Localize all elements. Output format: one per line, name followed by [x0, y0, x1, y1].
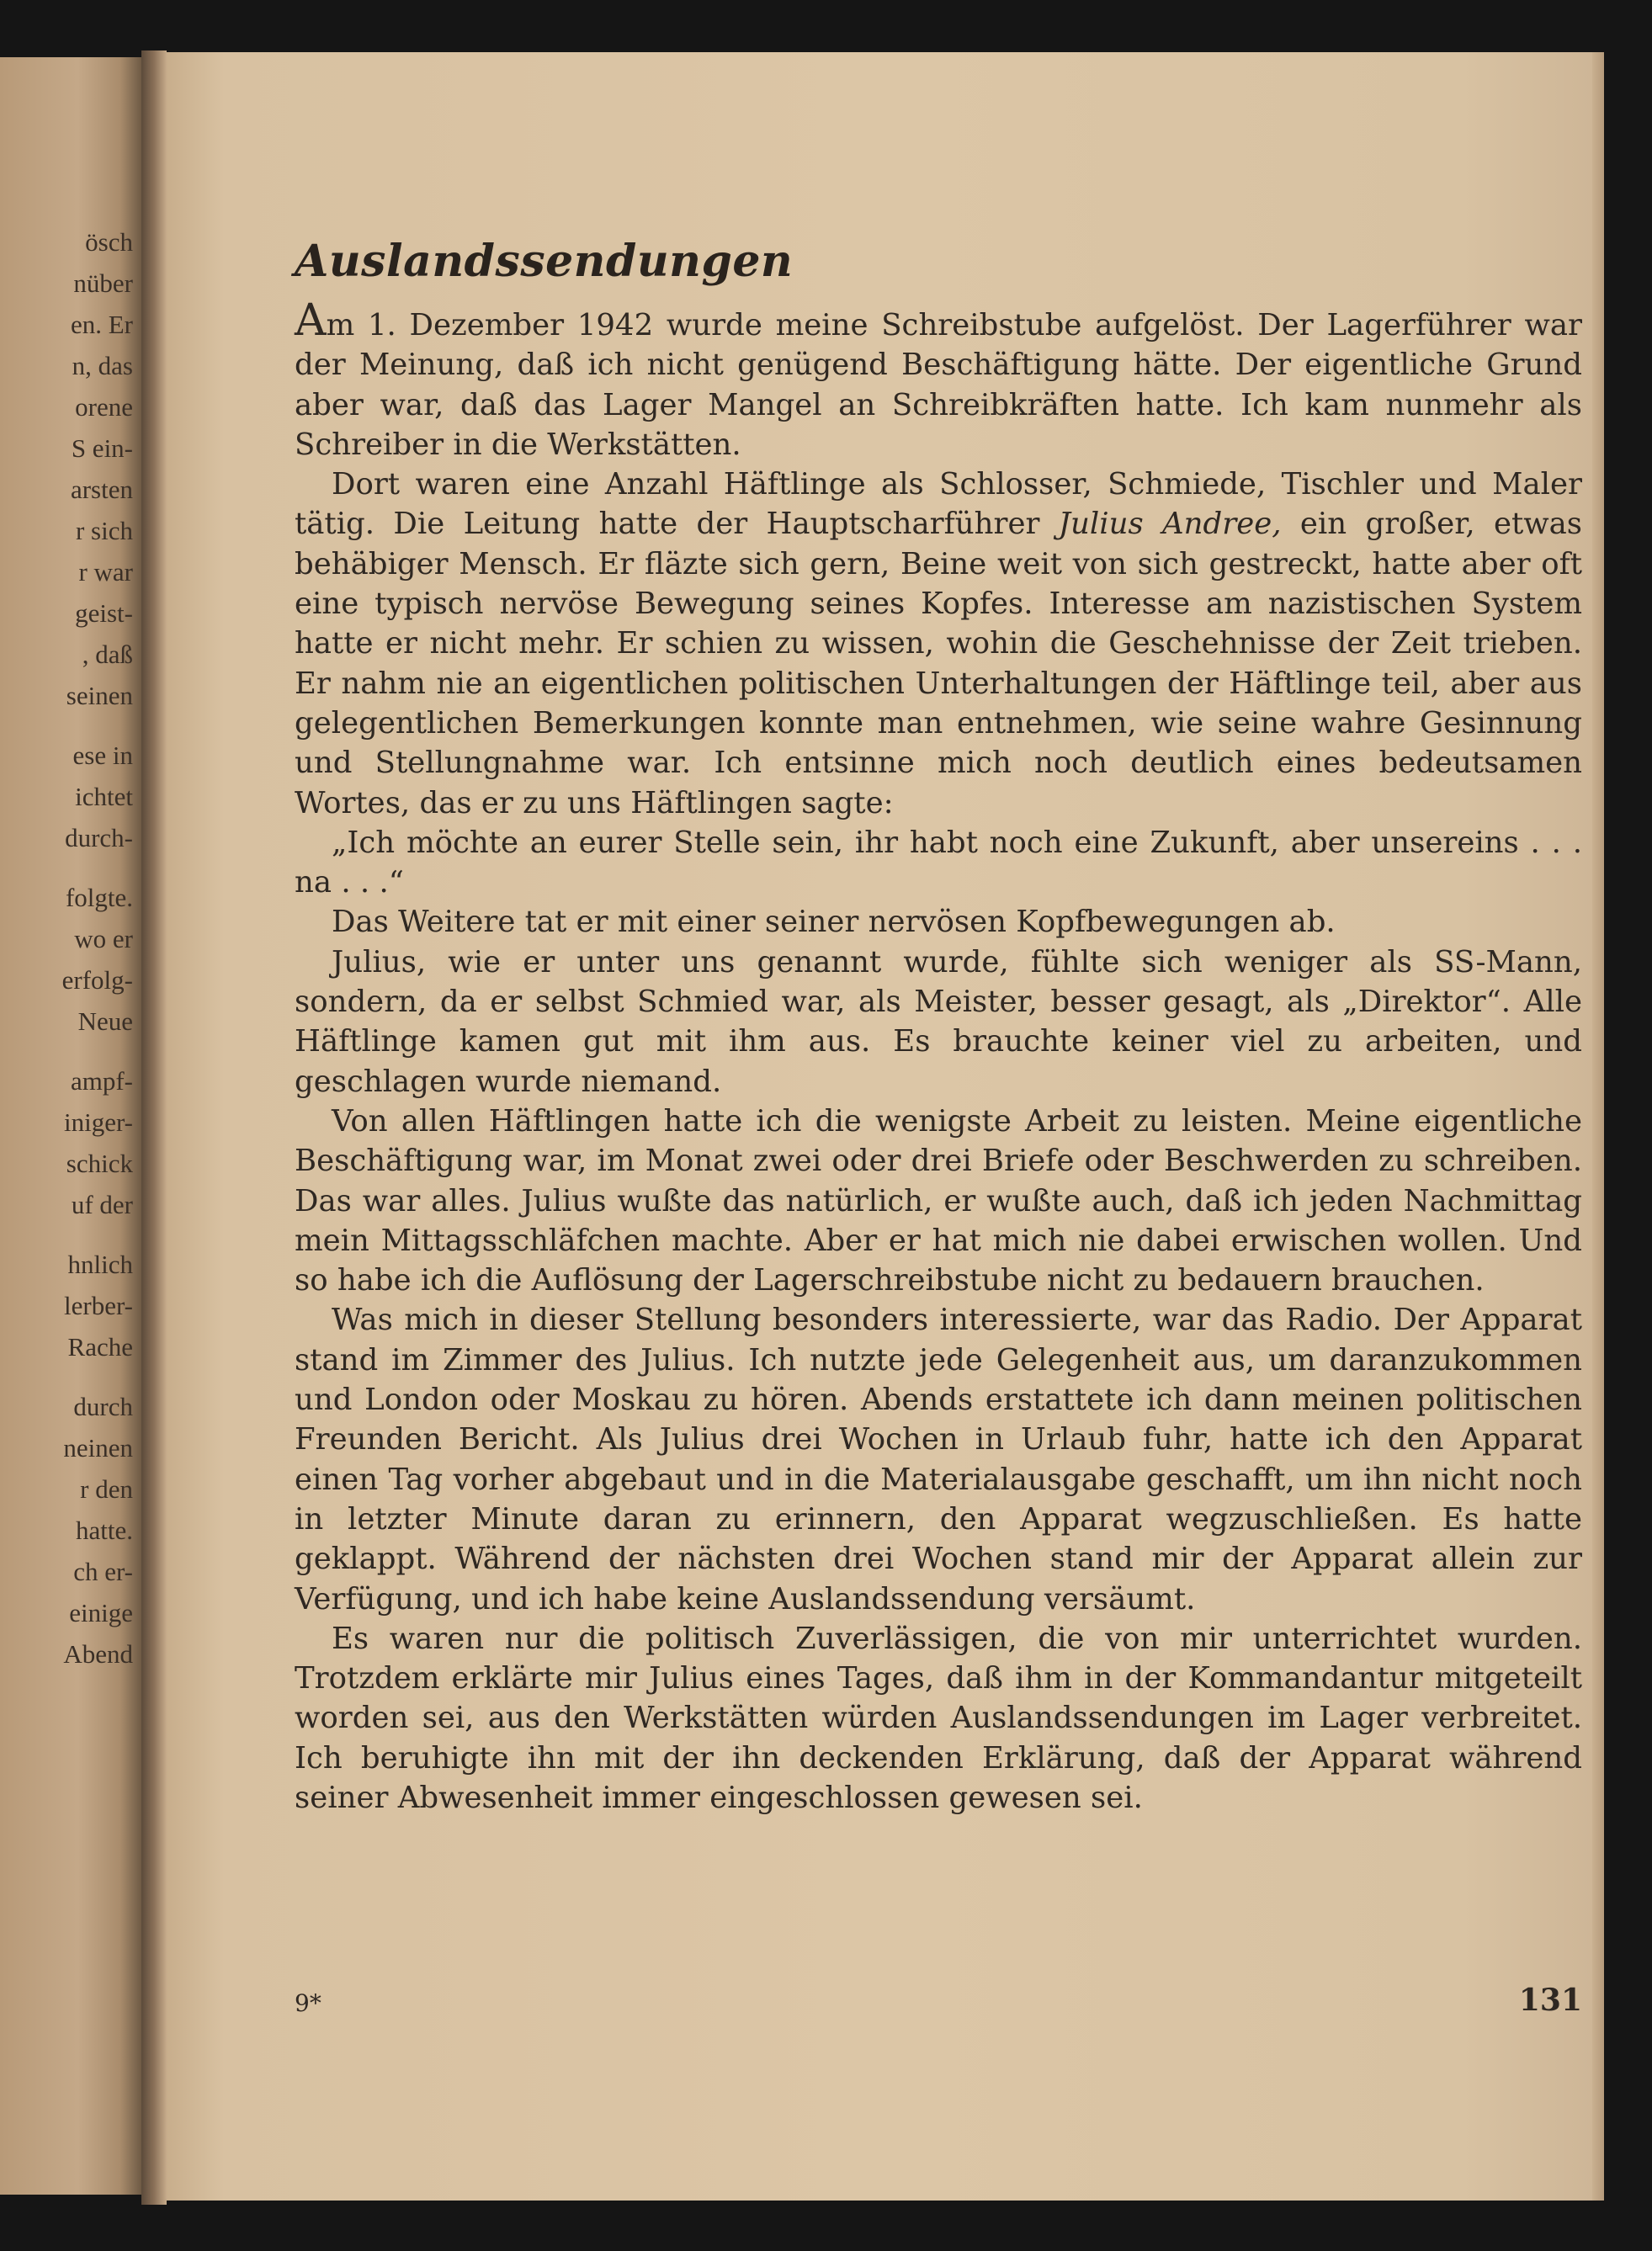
left-page-fragment: r den	[80, 1474, 133, 1504]
paragraph: Julius, wie er unter uns genannt wurde, fühlte sich weniger als SS-Mann, sondern, da er selbst Schmied war, als Meister, besser gesagt, als „Direktor“. Alle Häftlinge kamen gut mit ihm aus. Es brauchte keiner viel zu arbeiten, und geschlagen wurde niemand.	[295, 944, 1582, 1099]
page-footer	[295, 1983, 1582, 2025]
left-page-fragment: geist-	[75, 598, 133, 628]
paragraph	[295, 465, 1582, 823]
left-page-fragment: hnlich	[67, 1250, 133, 1279]
left-page-fragment: ese in	[72, 741, 133, 770]
drop-cap: A	[295, 295, 327, 346]
left-page-fragment: en. Er	[70, 310, 133, 339]
paragraph: Von allen Häftlingen hatte ich die wenigste Arbeit zu leisten. Meine eigentliche Beschäftigung war, im Monat zwei oder drei Briefe oder Beschwerden zu schreiben. Das war alles. Julius wußte das natürlich, er wußte auch, daß ich jeden Nachmittag mein Mittagsschläfchen machte. Aber er hat mich nie dabei erwischen wollen. Und so habe ich die Auflösung der Lagerschreibstube nicht zu bedauern brauchen.	[295, 1103, 1582, 1298]
left-page-fragment: durch	[73, 1392, 133, 1421]
left-page-fragment: wo er	[74, 924, 133, 953]
left-page-fragment: hatte.	[76, 1516, 133, 1545]
chapter-title: Auslandssendungen	[295, 236, 794, 287]
left-page-gap	[7, 716, 133, 735]
left-page-gap	[7, 1367, 133, 1386]
right-page	[167, 52, 1604, 2201]
paragraph-text: ein großer, etwas behäbiger Mensch. Er fläzte sich gern, Beine weit von sich gestreckt, hatte aber oft eine typisch nervöse Bewegung seines Kopfes. Interesse am nazistischen System hatte er nicht mehr. Er schien zu wissen, wohin die Geschehnisse der Zeit trieben. Er nahm nie an eigentlichen politischen Unterhaltungen der Häftlinge teil, aber aus gelegentlichen Bemerkungen konnte man entnehmen, wie seine wahre Gesinnung und Stellungnahme war. Ich entsinne mich noch deutlich eines bedeutsamen Wortes, das er zu uns Häftlingen sagte:	[295, 507, 1582, 820]
left-page-fragment: ösch	[85, 227, 133, 257]
paragraph	[295, 295, 1582, 465]
paragraph-text: Dort waren eine Anzahl Häftlinge als Schlosser, Schmiede, Tischler und Maler tätig. Die Leitung hatte der Hauptscharführer	[295, 467, 1582, 542]
left-page-fragment: r war	[78, 557, 133, 587]
page-number: 131	[1518, 1983, 1582, 2018]
left-page-fragment: nüber	[73, 268, 133, 298]
left-page-fragment: , daß	[82, 640, 133, 669]
left-page-fragment: uf der	[71, 1190, 133, 1219]
left-page-fragment: einige	[69, 1598, 133, 1627]
page-content	[295, 236, 1582, 1818]
left-page-fragment: seinen	[66, 681, 133, 710]
left-page-fragment: ichtet	[75, 782, 133, 811]
left-page-fragment: iniger-	[63, 1107, 133, 1137]
left-page-gap	[7, 1225, 133, 1244]
left-page-fragment: ch er-	[73, 1557, 133, 1586]
paragraph: Es waren nur die politisch Zuverlässigen, die von mir unterrichtet wurden. Trotzdem erklärte mir Julius eines Tages, daß ihm in der Kommandantur mitgeteilt worden sei, aus den Werkstätten würden Auslandssendungen im Lager verbreitet. Ich beruhigte ihn mit der ihn deckenden Erklärung, daß der Apparat während seiner Abwesenheit immer eingeschlossen gewesen sei.	[295, 1621, 1582, 1815]
page-edge	[1592, 52, 1604, 2201]
left-page-fragment: ampf-	[70, 1066, 133, 1096]
left-page-fragment: neinen	[63, 1433, 133, 1463]
paragraph: Das Weitere tat er mit einer seiner nervösen Kopfbewegungen ab.	[332, 905, 1336, 940]
left-page-fragment: durch-	[65, 823, 133, 852]
paragraph-text: m 1. Dezember 1942 wurde meine Schreibstube aufgelöst. Der Lagerführer war der Meinung, daß ich nicht genügend Beschäftigung hätte. Der eigentliche Grund aber war, daß das Lager Mangel an Schreibkräften hatte. Ich kam nunmehr als Schreiber in die Werkstätten.	[295, 308, 1582, 462]
left-page-gap	[7, 1042, 133, 1060]
signature-mark: 9*	[295, 1989, 321, 2017]
left-page-gap	[7, 858, 133, 877]
person-name: Julius Andree,	[1058, 507, 1282, 542]
left-page-fragment: Neue	[77, 1006, 133, 1036]
left-page-text-fragments	[7, 221, 133, 1675]
left-facing-page	[0, 57, 141, 2195]
paragraph: „Ich möchte an eurer Stelle sein, ihr habt noch eine Zukunft, aber unsereins . . . na . . .“	[295, 825, 1582, 900]
left-page-fragment: n, das	[72, 351, 133, 380]
book-gutter	[141, 50, 167, 2205]
left-page-fragment: lerber-	[64, 1291, 133, 1320]
left-page-fragment: r sich	[75, 516, 133, 545]
left-page-fragment: Abend	[63, 1639, 133, 1669]
left-page-fragment: Rache	[67, 1332, 133, 1362]
paragraph: Was mich in dieser Stellung besonders interessierte, war das Radio. Der Apparat stand im Zimmer des Julius. Ich nutzte jede Gelegenheit aus, um daranzukommen und London oder Moskau zu hören. Abends erstattete ich dann meinen politischen Freunden Bericht. Als Julius drei Wochen in Urlaub fuhr, hatte ich den Apparat einen Tag vorher abgebaut und in die Materialausgabe geschafft, um ihn nicht noch in letzter Minute daran zu erinnern, den Apparat wegzuschließen. Es hatte geklappt. Während der nächsten drei Wochen stand mir der Apparat allein zur Verfügung, und ich habe keine Auslandssendung versäumt.	[295, 1303, 1582, 1617]
left-page-fragment: erfolg-	[61, 965, 133, 995]
left-page-fragment: S ein-	[71, 433, 133, 463]
left-page-fragment: schick	[66, 1149, 133, 1178]
left-page-fragment: orene	[75, 392, 133, 422]
left-page-fragment: arsten	[70, 475, 133, 504]
left-page-fragment: folgte.	[65, 883, 133, 912]
